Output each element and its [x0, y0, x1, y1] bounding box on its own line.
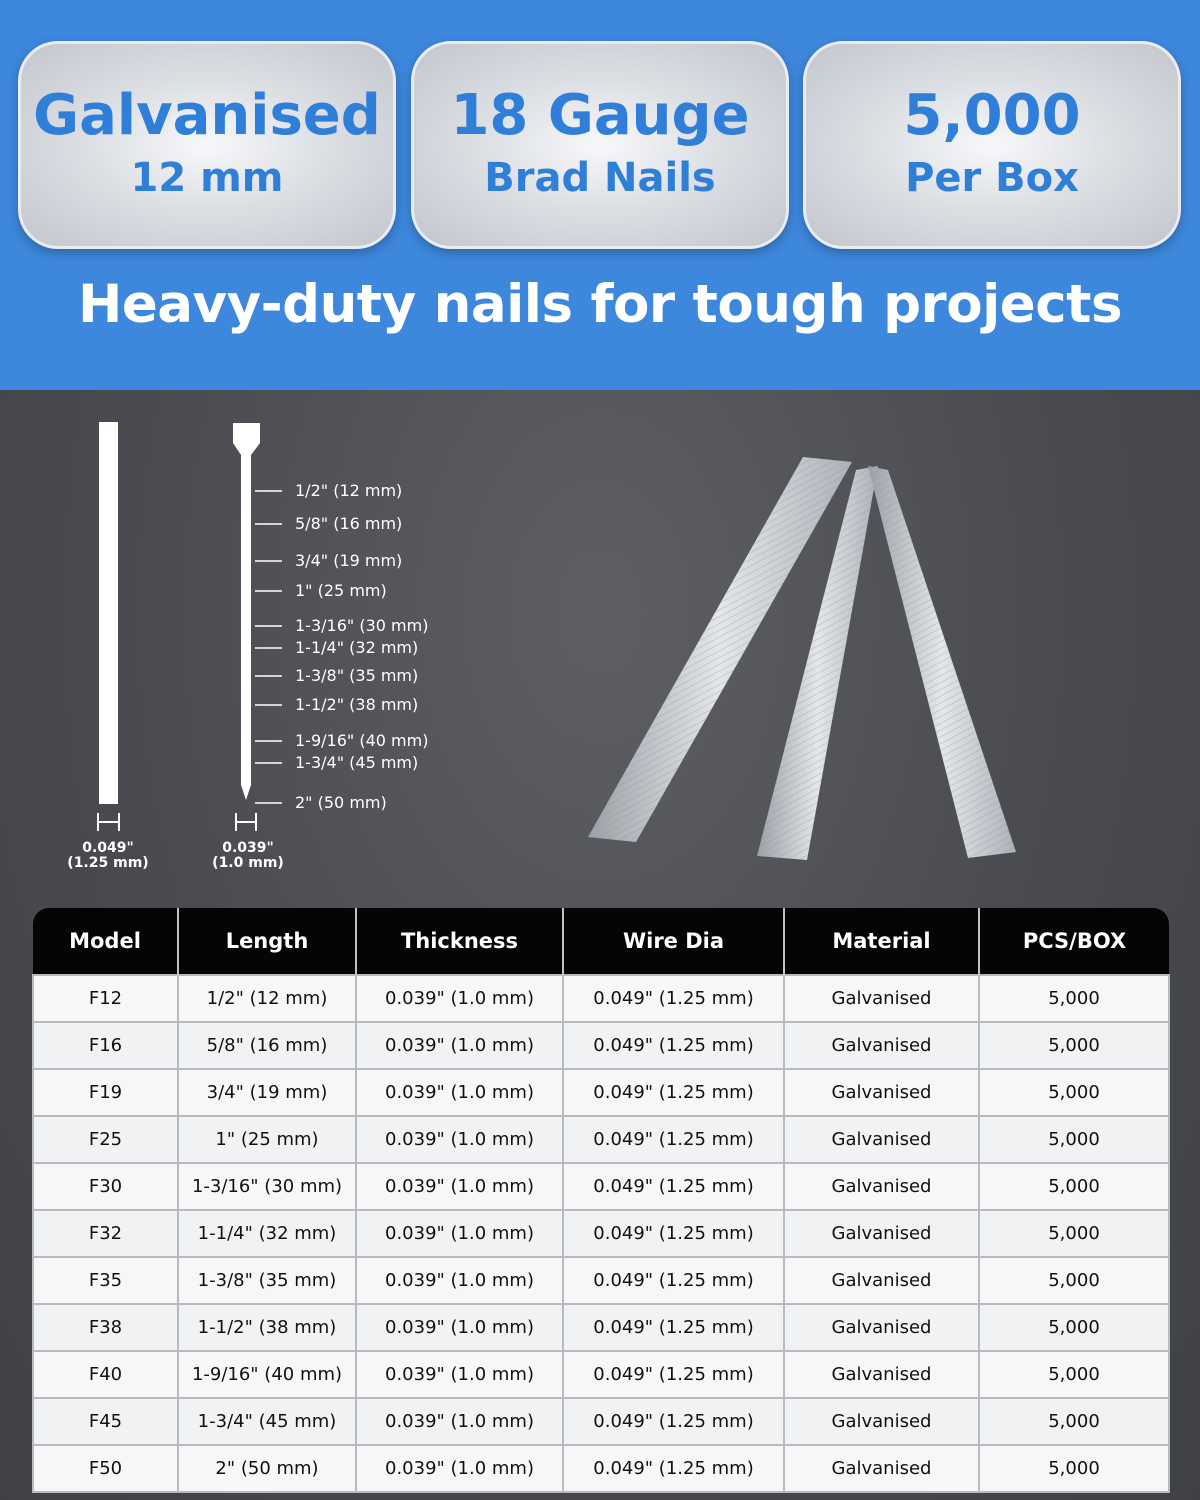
table-row [33, 1257, 1169, 1304]
cell-wire-dia: 0.049" (1.25 mm) [563, 1257, 784, 1304]
cell-material: Galvanised [784, 1116, 979, 1163]
header-length: Length [178, 908, 356, 975]
cell-thickness: 0.039" (1.0 mm) [356, 1351, 563, 1398]
cell-model: F16 [33, 1022, 178, 1069]
cell-pcs-box: 5,000 [979, 1304, 1169, 1351]
table-row [33, 1398, 1169, 1445]
nail-strips-image [588, 457, 1016, 860]
length-label: 1-3/4" (45 mm) [295, 753, 419, 772]
cell-material: Galvanised [784, 1398, 979, 1445]
headline: Heavy-duty nails for tough projects [77, 274, 1123, 335]
cell-model: F50 [33, 1445, 178, 1492]
wire-dia-label [58, 841, 158, 871]
table-header-row [33, 908, 1169, 975]
cell-pcs-box: 5,000 [979, 1069, 1169, 1116]
length-label: 1-1/4" (32 mm) [295, 638, 419, 657]
cell-wire-dia: 0.049" (1.25 mm) [563, 1398, 784, 1445]
cell-material: Galvanised [784, 975, 979, 1022]
badge-subtitle: Per Box [905, 155, 1079, 201]
cell-wire-dia: 0.049" (1.25 mm) [563, 1069, 784, 1116]
table-row [33, 1445, 1169, 1492]
header-material: Material [784, 908, 979, 975]
cell-pcs-box: 5,000 [979, 1445, 1169, 1492]
cell-pcs-box: 5,000 [979, 1022, 1169, 1069]
table-row [33, 1116, 1169, 1163]
table-row [33, 1304, 1169, 1351]
cell-material: Galvanised [784, 1210, 979, 1257]
table-row [33, 1163, 1169, 1210]
cell-pcs-box: 5,000 [979, 1257, 1169, 1304]
header-pcs-box: PCS/BOX [979, 908, 1169, 975]
wire-dia-marker-icon [98, 813, 119, 831]
cell-model: F19 [33, 1069, 178, 1116]
cell-pcs-box: 5,000 [979, 1116, 1169, 1163]
cell-wire-dia: 0.049" (1.25 mm) [563, 1116, 784, 1163]
length-ticks [255, 491, 282, 803]
thickness-inch: 0.039" [222, 840, 274, 856]
cell-model: F30 [33, 1163, 178, 1210]
table-row [33, 975, 1169, 1022]
cell-material: Galvanised [784, 1445, 979, 1492]
cell-material: Galvanised [784, 1257, 979, 1304]
cell-thickness: 0.039" (1.0 mm) [356, 975, 563, 1022]
cell-length: 1" (25 mm) [178, 1116, 356, 1163]
header-wire-dia: Wire Dia [563, 908, 784, 975]
cell-material: Galvanised [784, 1351, 979, 1398]
cell-length: 3/4" (19 mm) [178, 1069, 356, 1116]
table-row [33, 1210, 1169, 1257]
thickness-marker-icon [236, 813, 256, 831]
cell-model: F38 [33, 1304, 178, 1351]
length-label: 1/2" (12 mm) [295, 481, 403, 500]
wire-dia-mm: (1.25 mm) [67, 855, 149, 871]
cell-model: F25 [33, 1116, 178, 1163]
cell-model: F45 [33, 1398, 178, 1445]
cell-length: 1-1/4" (32 mm) [178, 1210, 356, 1257]
cell-pcs-box: 5,000 [979, 1398, 1169, 1445]
length-label: 1-3/8" (35 mm) [295, 666, 419, 685]
cell-model: F35 [33, 1257, 178, 1304]
cell-model: F12 [33, 975, 178, 1022]
cell-pcs-box: 5,000 [979, 1163, 1169, 1210]
cell-wire-dia: 0.049" (1.25 mm) [563, 1445, 784, 1492]
table-row [33, 1351, 1169, 1398]
cell-thickness: 0.039" (1.0 mm) [356, 1163, 563, 1210]
table-row [33, 1069, 1169, 1116]
badge-title: 5,000 [903, 83, 1081, 148]
cell-length: 1/2" (12 mm) [178, 975, 356, 1022]
cell-material: Galvanised [784, 1069, 979, 1116]
cell-material: Galvanised [784, 1304, 979, 1351]
cell-wire-dia: 0.049" (1.25 mm) [563, 975, 784, 1022]
cell-wire-dia: 0.049" (1.25 mm) [563, 1304, 784, 1351]
badge-title: 18 Gauge [450, 83, 750, 148]
thickness-mm: (1.0 mm) [212, 855, 284, 871]
cell-length: 1-3/16" (30 mm) [178, 1163, 356, 1210]
cell-length: 5/8" (16 mm) [178, 1022, 356, 1069]
cell-wire-dia: 0.049" (1.25 mm) [563, 1210, 784, 1257]
cell-model: F40 [33, 1351, 178, 1398]
cell-model: F32 [33, 1210, 178, 1257]
cell-length: 1-9/16" (40 mm) [178, 1351, 356, 1398]
wire-dia-inch: 0.049" [82, 840, 134, 856]
brad-nail-icon [233, 423, 260, 800]
cell-length: 1-1/2" (38 mm) [178, 1304, 356, 1351]
specs-table [32, 908, 1168, 1493]
wire-strip-icon [99, 422, 118, 804]
header-thickness: Thickness [356, 908, 563, 975]
cell-pcs-box: 5,000 [979, 1351, 1169, 1398]
length-label: 1-9/16" (40 mm) [295, 731, 429, 750]
cell-thickness: 0.039" (1.0 mm) [356, 1210, 563, 1257]
length-label: 5/8" (16 mm) [295, 514, 403, 533]
cell-thickness: 0.039" (1.0 mm) [356, 1445, 563, 1492]
cell-thickness: 0.039" (1.0 mm) [356, 1116, 563, 1163]
cell-material: Galvanised [784, 1163, 979, 1210]
cell-length: 1-3/8" (35 mm) [178, 1257, 356, 1304]
cell-thickness: 0.039" (1.0 mm) [356, 1304, 563, 1351]
cell-pcs-box: 5,000 [979, 975, 1169, 1022]
cell-length: 1-3/4" (45 mm) [178, 1398, 356, 1445]
length-label: 1-1/2" (38 mm) [295, 695, 419, 714]
cell-thickness: 0.039" (1.0 mm) [356, 1257, 563, 1304]
cell-wire-dia: 0.049" (1.25 mm) [563, 1022, 784, 1069]
cell-wire-dia: 0.049" (1.25 mm) [563, 1351, 784, 1398]
cell-material: Galvanised [784, 1022, 979, 1069]
table-row [33, 1022, 1169, 1069]
cell-pcs-box: 5,000 [979, 1210, 1169, 1257]
cell-thickness: 0.039" (1.0 mm) [356, 1022, 563, 1069]
badge-subtitle: Brad Nails [484, 155, 716, 201]
cell-thickness: 0.039" (1.0 mm) [356, 1069, 563, 1116]
badge-subtitle: 12 mm [130, 155, 284, 201]
cell-wire-dia: 0.049" (1.25 mm) [563, 1163, 784, 1210]
length-label: 3/4" (19 mm) [295, 551, 403, 570]
length-label: 1" (25 mm) [295, 581, 387, 600]
length-label: 1-3/16" (30 mm) [295, 616, 429, 635]
badge-title: Galvanised [33, 83, 381, 148]
length-label: 2" (50 mm) [295, 793, 387, 812]
cell-length: 2" (50 mm) [178, 1445, 356, 1492]
cell-thickness: 0.039" (1.0 mm) [356, 1398, 563, 1445]
thickness-label [198, 841, 298, 871]
header-model: Model [33, 908, 178, 975]
